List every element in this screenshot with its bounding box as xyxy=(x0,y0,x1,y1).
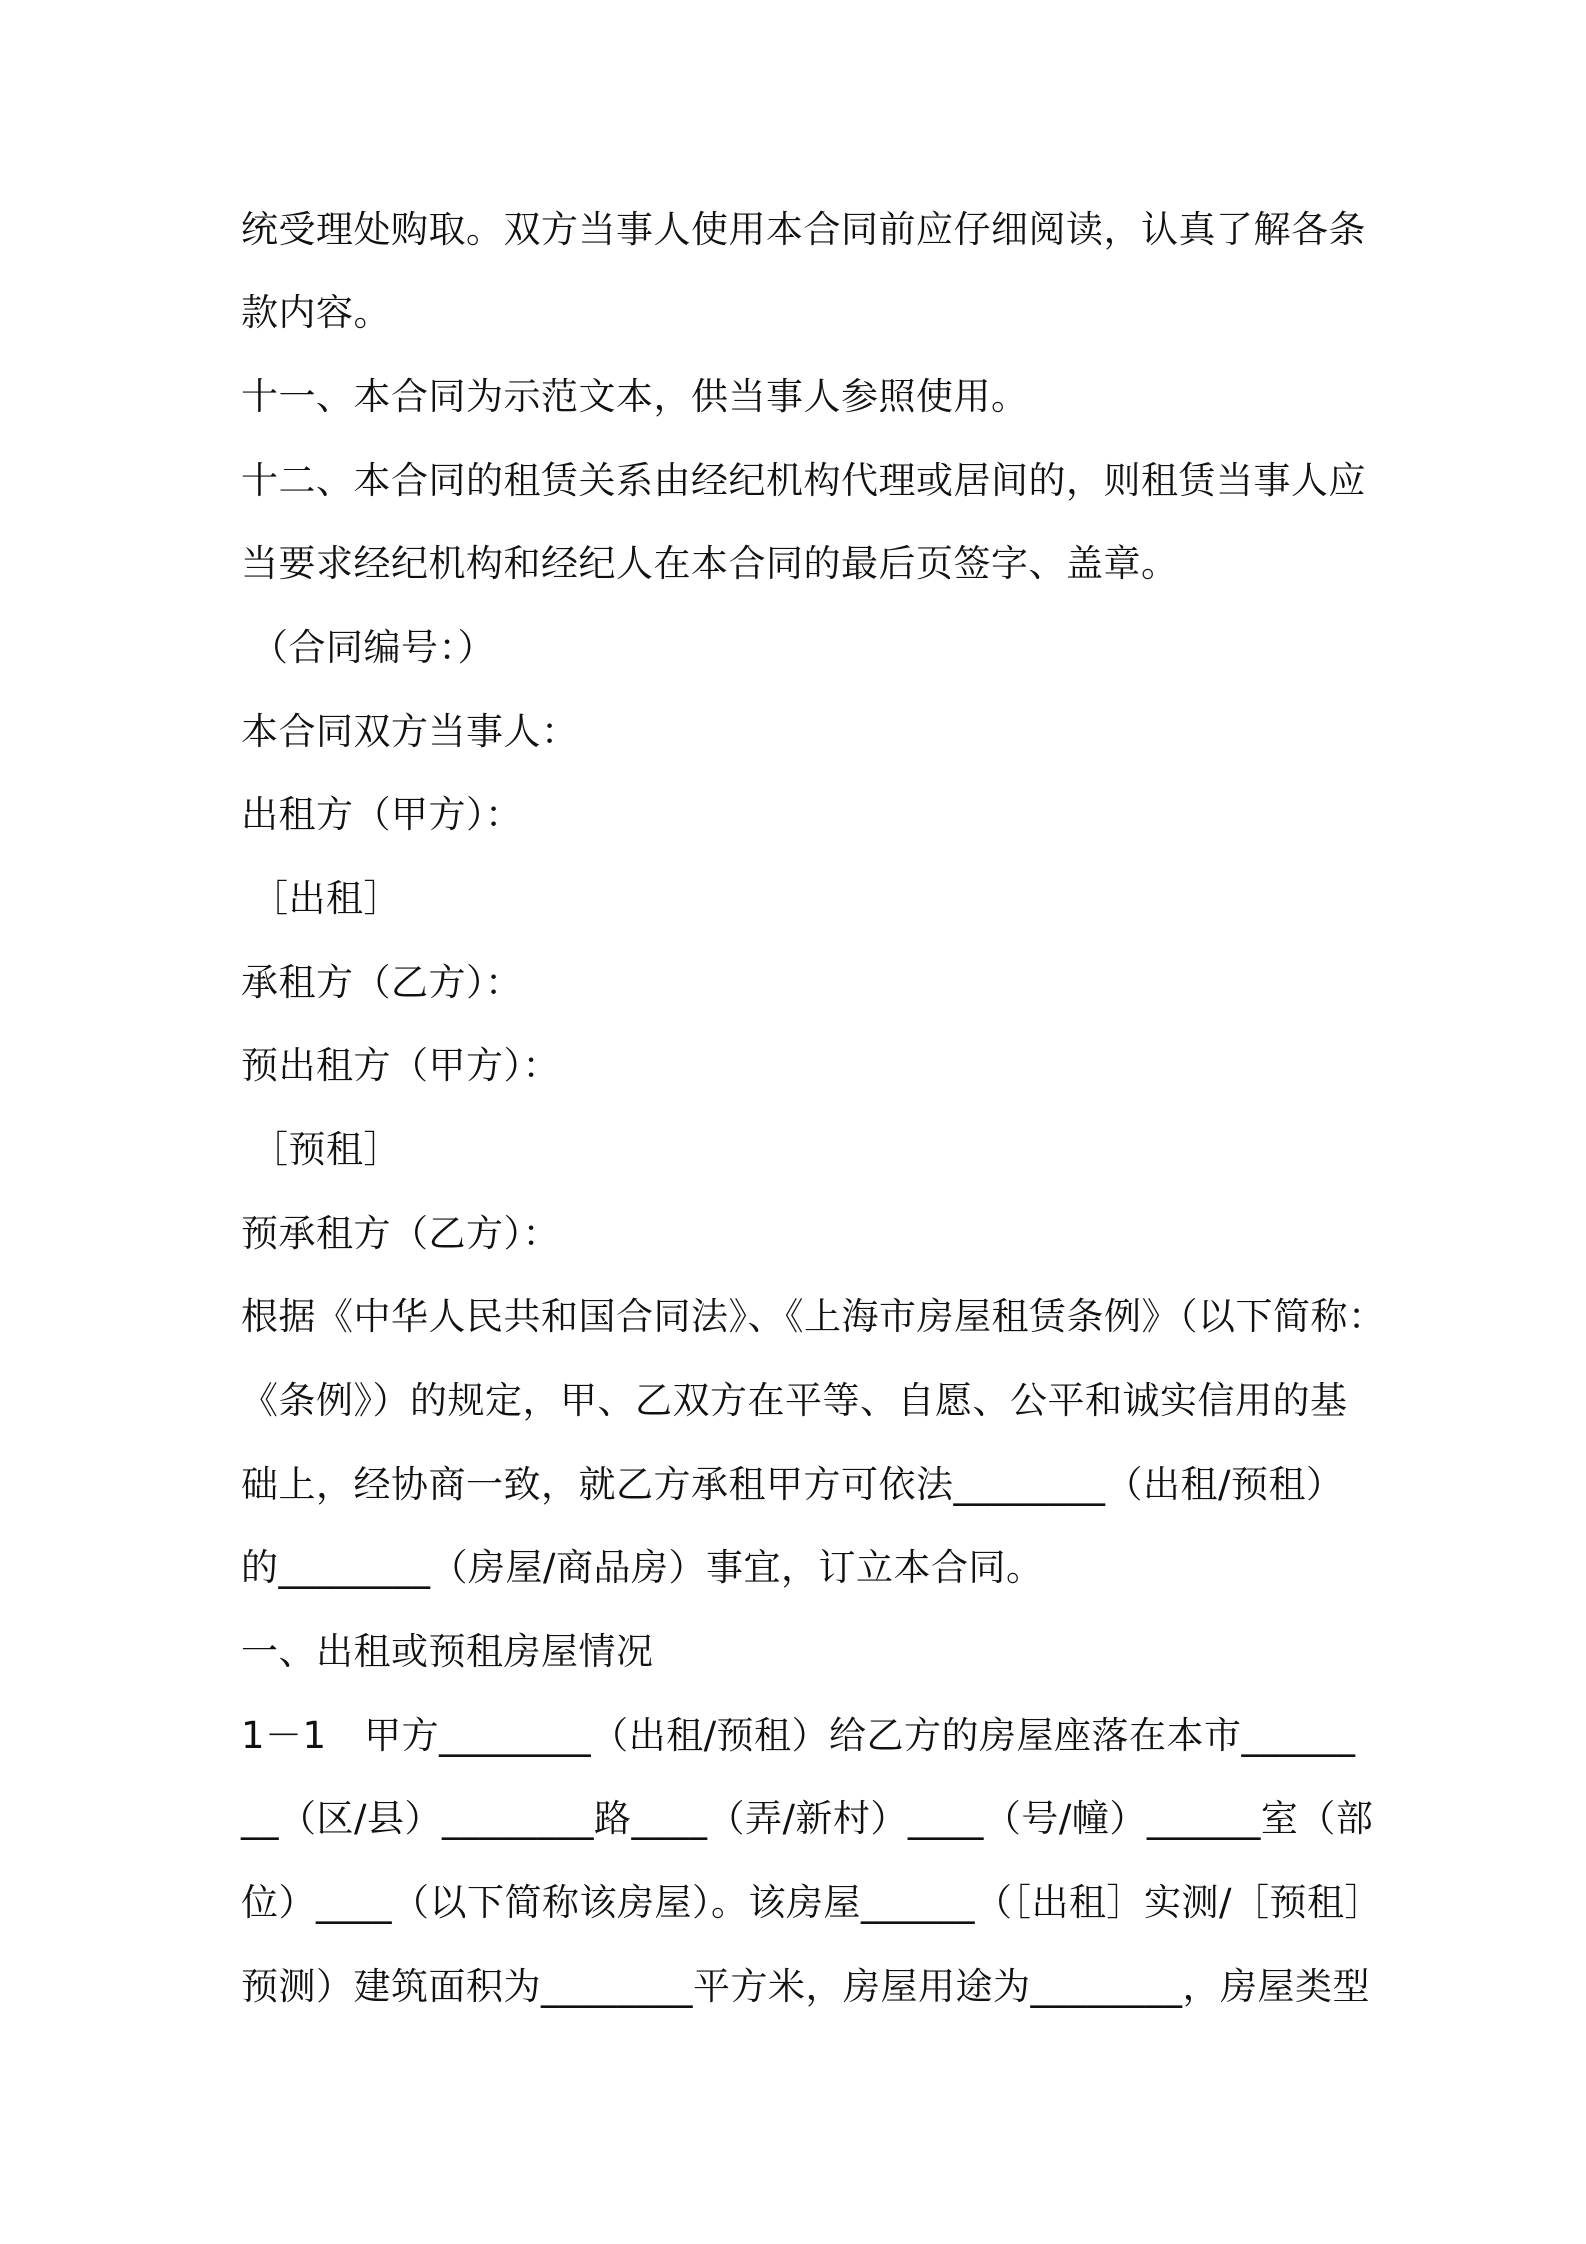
section-1-heading: 一、出租或预租房屋情况 xyxy=(241,1630,654,1673)
clause-1-1-line: __（区/县）________路____（弄/新村）____（号/幢）______室（部 xyxy=(241,1797,1374,1840)
clause-12: 十二、本合同的租赁关系由经纪机构代理或居间的，则租赁当事人应 xyxy=(241,459,1366,502)
preamble-line: 根据《中华人民共和国合同法》、《上海市房屋租赁条例》（以下简称： xyxy=(241,1295,1386,1338)
clause-11: 十一、本合同为示范文本，供当事人参照使用。 xyxy=(241,375,1029,418)
lessee-party-b: 承租方（乙方）： xyxy=(241,961,523,1004)
pre-lessee-party-b: 预承租方（乙方）： xyxy=(241,1212,560,1255)
lease-label: ［出租］ xyxy=(251,877,401,920)
pre-lease-label: ［预租］ xyxy=(251,1128,401,1171)
parties-heading: 本合同双方当事人： xyxy=(241,710,579,753)
preamble-line: 础上，经协商一致，就乙方承租甲方可依法________（出租/预租） xyxy=(241,1463,1344,1506)
clause-1-1-line: 位）____（以下简称该房屋）。该房屋______（［出租］实测/［预租］ xyxy=(241,1881,1382,1924)
clause-1-1: 1－1 甲方________（出租/预租）给乙方的房屋座落在本市______ xyxy=(241,1714,1356,1757)
contract-number: （合同编号：） xyxy=(251,626,495,669)
text-line: 统受理处购取。双方当事人使用本合同前应仔细阅读，认真了解各条 xyxy=(241,208,1366,251)
text-line: 款内容。 xyxy=(241,291,391,334)
preamble-line: 《条例》）的规定，甲、乙双方在平等、自愿、公平和诚实信用的基 xyxy=(241,1379,1348,1422)
lessor-party-a: 出租方（甲方）： xyxy=(241,793,523,836)
preamble-line: 的________（房屋/商品房）事宜，订立本合同。 xyxy=(241,1546,1044,1589)
clause-1-1-line: 预测）建筑面积为________平方米，房屋用途为________，房屋类型 xyxy=(241,1965,1370,2008)
pre-lessor-party-a: 预出租方（甲方）： xyxy=(241,1044,560,1087)
text-line: 当要求经纪机构和经纪人在本合同的最后页签字、盖章。 xyxy=(241,542,1179,585)
